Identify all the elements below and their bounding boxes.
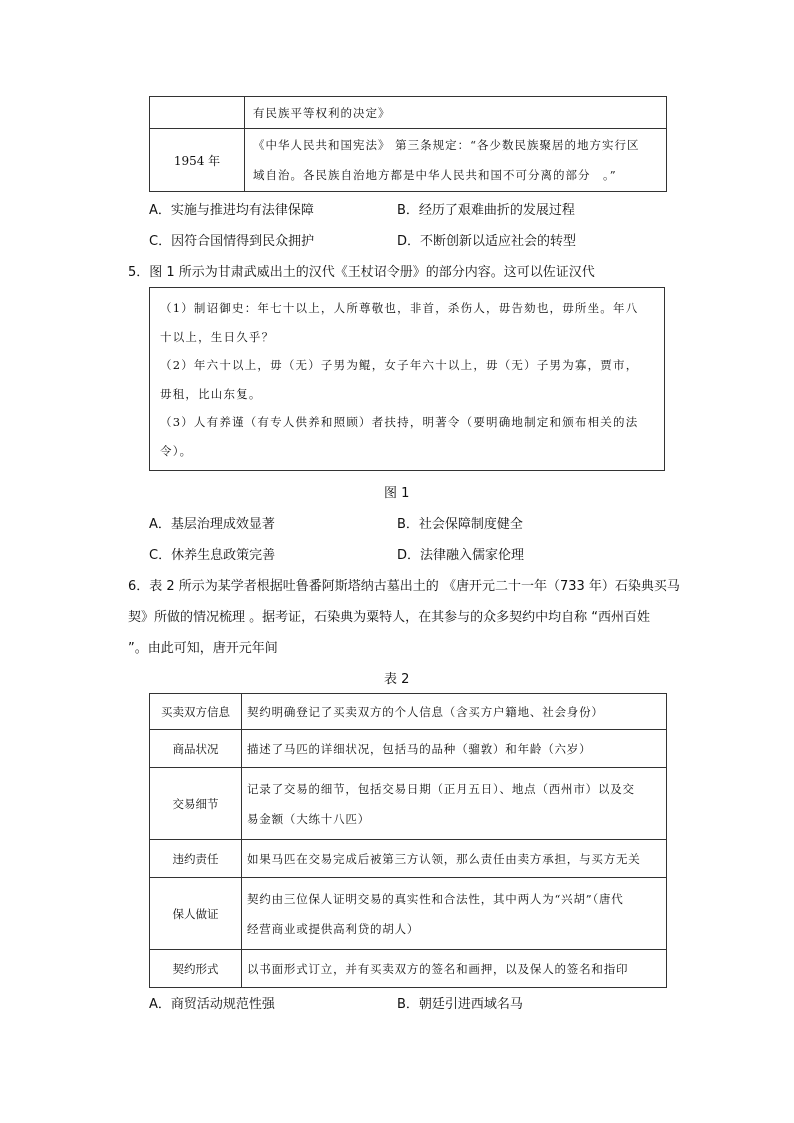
table-row [150, 950, 667, 988]
row-label: 买卖双方信息 [150, 694, 242, 730]
row-label: 商品状况 [150, 730, 242, 768]
q4-option-a[interactable]: A．实施与推进均有法律保障 [149, 203, 314, 218]
content-line: 以书面形式订立，并有买卖双方的签名和画押，以及保人的签名和指印 [247, 961, 629, 976]
year-cell [150, 97, 245, 129]
q5-option-d[interactable]: D．法律融入儒家伦理 [397, 548, 525, 563]
table-row [150, 694, 667, 730]
horse-contract-table [149, 693, 667, 988]
table-row [150, 97, 667, 129]
q4-option-b[interactable]: B．经历了艰难曲折的发展过程 [397, 203, 575, 218]
q4-option-c[interactable]: C．因符合国情得到民众拥护 [149, 234, 315, 249]
q6-stem-line: 契》所做的情况梳理 。据考证，石染典为粟特人，在其参与的众多契约中均自称 “西州百姓 [128, 610, 651, 625]
row-content [242, 840, 667, 878]
quote-line: 毋租，比山东复。 [160, 386, 262, 401]
row-content [242, 694, 667, 730]
year-cell: 1954 年 [150, 129, 245, 192]
row-label: 契约形式 [150, 950, 242, 988]
q6-stem-line: ”。由此可知，唐开元年间 [128, 641, 278, 656]
content-line: 有民族平等权利的决定》 [253, 105, 391, 120]
content-cell [245, 97, 667, 129]
row-content [242, 768, 667, 840]
q5-option-a[interactable]: A．基层治理成效显著 [149, 517, 275, 532]
content-line: 契约由三位保人证明交易的真实性和合法性，其中两人为“兴胡”（唐代 [247, 891, 624, 906]
row-content [242, 950, 667, 988]
quote-line: （2）年六十以上，毋（无）子男为鲲，女子年六十以上，毋（无）子男为寡，贾市， [160, 358, 639, 372]
content-line: 易金额（大练十八匹） [247, 811, 370, 826]
quote-line: （1）制诏御史：年七十以上，人所尊敬也，非首，杀伤人，毋告劾也，毋所坐。年八 [160, 301, 639, 315]
table-row [150, 878, 667, 950]
content-line: 域自治。各民族自治地方都是中华人民共和国不可分离的部分 。” [253, 168, 617, 182]
row-label: 交易细节 [150, 768, 242, 840]
q4-option-d[interactable]: D．不断创新以适应社会的转型 [397, 234, 577, 249]
quote-line: （3）人有养谨（有专人供养和照顾）者扶持，明著令（要明确地制定和颁布相关的法 [160, 415, 639, 429]
quote-line: 令）。 [160, 443, 193, 458]
q5-option-b[interactable]: B．社会保障制度健全 [397, 517, 523, 532]
table-caption: 表 2 [384, 672, 410, 687]
content-line: 如果马匹在交易完成后被第三方认领，那么责任由卖方承担，与买方无关 [247, 851, 641, 866]
row-content [242, 878, 667, 950]
content-line: 经营商业或提供高利贷的胡人） [247, 921, 420, 936]
table-row [150, 730, 667, 768]
q6-stem-line: 6．表 2 所示为某学者根据吐鲁番阿斯塔纳古墓出土的 《唐开元二十一年（733 年）石染典买马 [128, 579, 680, 594]
q5-quote-box [149, 287, 665, 471]
content-line: 《中华人民共和国宪法》 第三条规定：“各少数民族聚居的地方实行区 [253, 138, 640, 152]
content-line: 契约明确登记了买卖双方的个人信息（含买方户籍地、社会身份） [247, 704, 604, 719]
q6-option-a[interactable]: A．商贸活动规范性强 [149, 997, 275, 1012]
q6-option-b[interactable]: B．朝廷引进西域名马 [397, 997, 523, 1012]
q5-stem: 5．图 1 所示为甘肃武威出土的汉代《王杖诏令册》的部分内容。这可以佐证汉代 [128, 265, 595, 280]
content-line: 记录了交易的细节，包括交易日期（正月五日）、地点（西州市）以及交 [247, 781, 635, 796]
table-row [150, 768, 667, 840]
content-cell [245, 129, 667, 192]
row-label: 违约责任 [150, 840, 242, 878]
quote-line: 十以上，生日久乎？ [160, 329, 275, 344]
law-table [149, 96, 667, 192]
row-label: 保人做证 [150, 878, 242, 950]
content-line: 描述了马匹的详细状况，包括马的品种（骝敦）和年龄（六岁） [247, 741, 592, 756]
table-row [150, 129, 667, 192]
table-row [150, 840, 667, 878]
row-content [242, 730, 667, 768]
q5-option-c[interactable]: C．休养生息政策完善 [149, 548, 276, 563]
figure-caption: 图 1 [384, 486, 410, 501]
